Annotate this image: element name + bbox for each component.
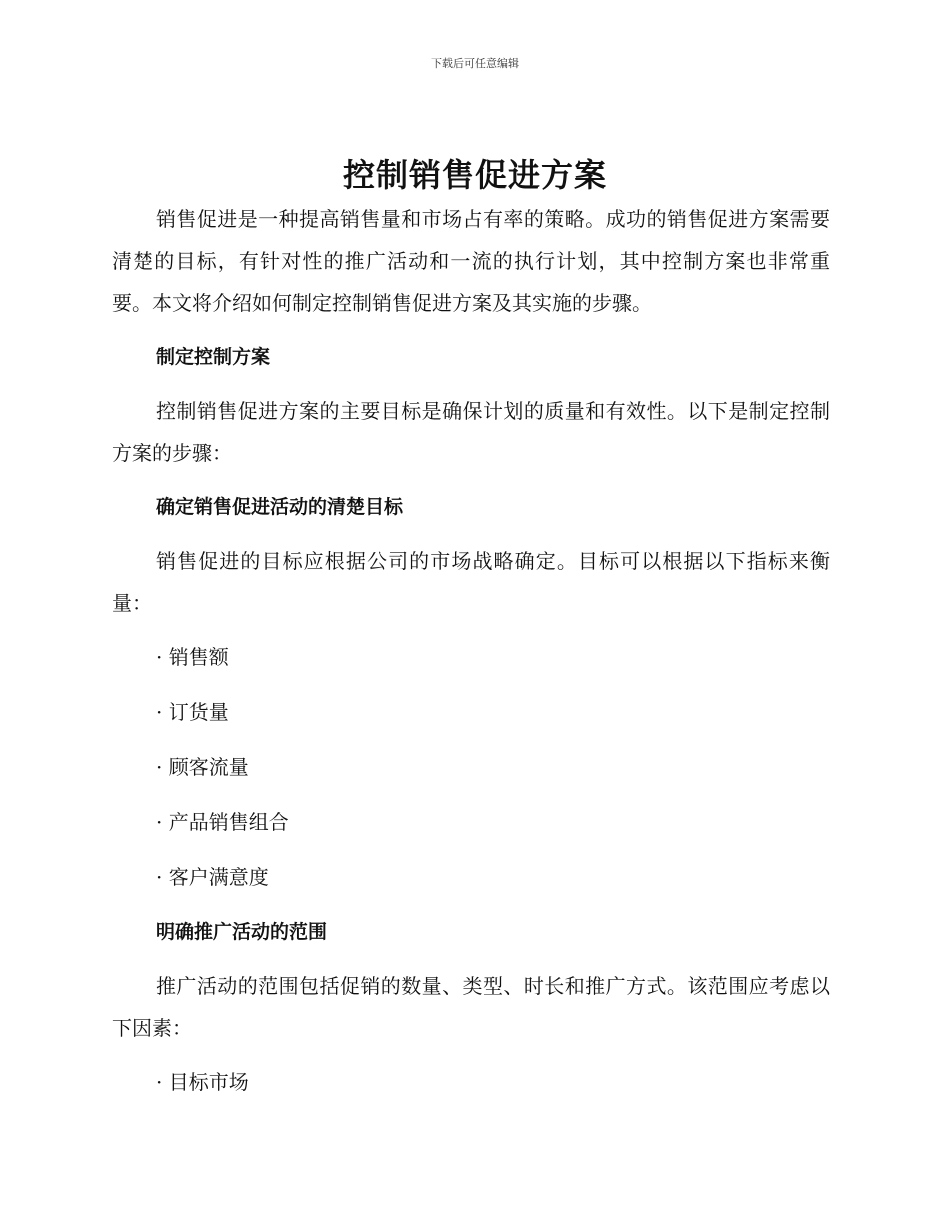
list-item: · 订货量 — [156, 700, 229, 724]
section-heading: 明确推广活动的范围 — [156, 921, 328, 943]
paragraph: 推广活动的范围包括促销的数量、类型、时长和推广方式。该范围应考虑以下因素： — [112, 974, 830, 1040]
document-title: 控制销售促进方案 — [342, 156, 607, 194]
header-note: 下载后可任意编辑 — [431, 57, 519, 70]
paragraph: 控制销售促进方案的主要目标是确保计划的质量和有效性。以下是制定控制方案的步骤： — [112, 399, 830, 465]
section-heading: 确定销售促进活动的清楚目标 — [156, 496, 404, 518]
list-item: · 销售额 — [156, 645, 229, 669]
section-heading: 制定控制方案 — [156, 346, 271, 368]
paragraph: 销售促进是一种提高销售量和市场占有率的策略。成功的销售促进方案需要清楚的目标，有针对性的推广活动和一流的执行计划，其中控制方案也非常重要。本文将介绍如何制定控制销售促进方案及其实施的步骤。 — [112, 207, 830, 315]
list-item: · 客户满意度 — [156, 865, 269, 889]
list-item: · 产品销售组合 — [156, 810, 289, 834]
list-item: · 目标市场 — [156, 1070, 249, 1094]
paragraph: 销售促进的目标应根据公司的市场战略确定。目标可以根据以下指标来衡量： — [112, 549, 830, 615]
list-item: · 顾客流量 — [156, 755, 249, 779]
document-body — [112, 198, 830, 1116]
